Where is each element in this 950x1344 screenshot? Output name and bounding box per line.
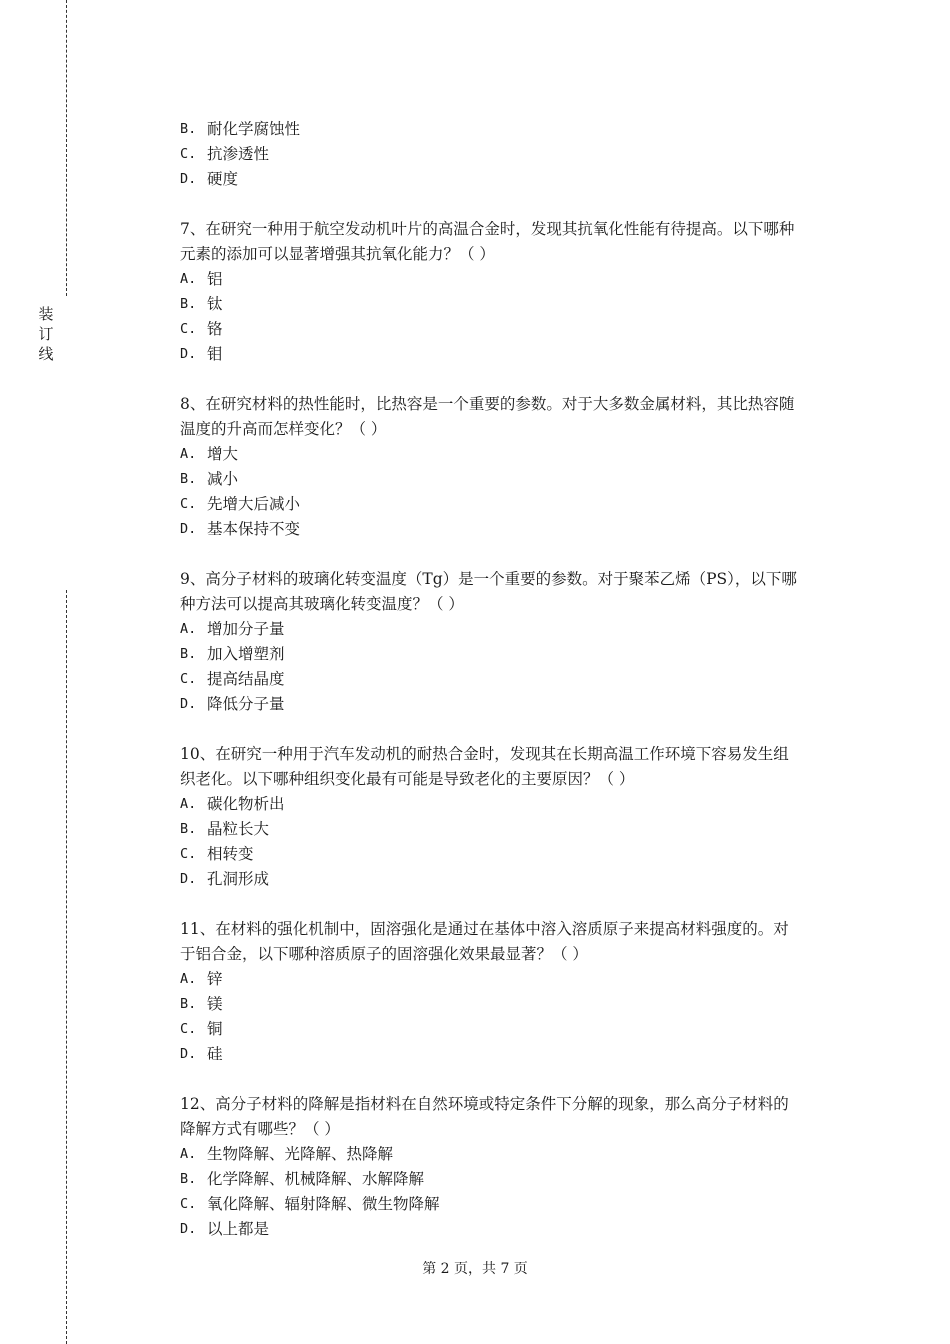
option: [180, 792, 840, 817]
option-text: 生物降解、光降解、热降解: [207, 1145, 394, 1163]
option-letter: C.: [180, 1196, 197, 1212]
option: [180, 1217, 840, 1242]
option-letter: A.: [180, 621, 197, 637]
binding-label-char: 装: [38, 305, 54, 323]
option-letter: D.: [180, 1221, 197, 1237]
option: [180, 617, 840, 642]
binding-label-char: 订: [38, 325, 54, 343]
question-stem-line: 7、在研究一种用于航空发动机叶片的高温合金时，发现其抗氧化性能有待提高。以下哪种: [180, 220, 795, 238]
option-letter: B.: [180, 296, 197, 312]
option-letter: D.: [180, 346, 197, 362]
option-text: 减小: [207, 470, 239, 488]
question-stem-line: 降解方式有哪些？（ ）: [180, 1120, 340, 1138]
option-letter: D.: [180, 521, 197, 537]
option-letter: D.: [180, 871, 197, 887]
question-stem-line: 温度的升高而怎样变化？（ ）: [180, 420, 387, 438]
option-letter: C.: [180, 146, 197, 162]
option-letter: C.: [180, 321, 197, 337]
option-letter: D.: [180, 1046, 197, 1062]
option-text: 加入增塑剂: [207, 645, 285, 663]
option-text: 铝: [207, 270, 223, 288]
option: [180, 1167, 840, 1192]
option-text: 硅: [207, 1045, 223, 1063]
question-stem-line: 8、在研究材料的热性能时，比热容是一个重要的参数。对于大多数金属材料，其比热容随: [180, 395, 795, 413]
option: [180, 292, 840, 317]
question-11: [180, 917, 840, 1067]
option: [180, 517, 840, 542]
exam-content: [180, 117, 840, 1242]
question-stem-line: 元素的添加可以显著增强其抗氧化能力？（ ）: [180, 245, 495, 263]
option: [180, 817, 840, 842]
question-10: [180, 742, 840, 892]
option-text: 锌: [207, 970, 223, 988]
binding-label-char: 线: [38, 345, 54, 363]
option-text: 铜: [207, 1020, 223, 1038]
option: [180, 1142, 840, 1167]
question-7: [180, 217, 840, 367]
option: [180, 492, 840, 517]
option: [180, 142, 840, 167]
option: [180, 1192, 840, 1217]
option: [180, 117, 840, 142]
option-text: 提高结晶度: [207, 670, 285, 688]
option-letter: C.: [180, 496, 197, 512]
option-letter: B.: [180, 821, 197, 837]
option: [180, 642, 840, 667]
option: [180, 967, 840, 992]
option: [180, 992, 840, 1017]
option: [180, 317, 840, 342]
question-stem-line: 11、在材料的强化机制中，固溶强化是通过在基体中溶入溶质原子来提高材料强度的。对: [180, 920, 789, 938]
question-stem-line: 12、高分子材料的降解是指材料在自然环境或特定条件下分解的现象，那么高分子材料的: [180, 1095, 789, 1113]
option: [180, 1017, 840, 1042]
option-text: 镁: [207, 995, 223, 1013]
option-letter: A.: [180, 1146, 197, 1162]
option-letter: A.: [180, 796, 197, 812]
option-letter: B.: [180, 646, 197, 662]
option: [180, 667, 840, 692]
question-12: [180, 1092, 840, 1242]
option-text: 增大: [207, 445, 239, 463]
option-text: 钼: [207, 345, 223, 363]
option: [180, 842, 840, 867]
option-text: 硬度: [207, 170, 239, 188]
option-letter: A.: [180, 971, 197, 987]
option-letter: A.: [180, 271, 197, 287]
option-text: 铬: [207, 320, 223, 338]
option: [180, 867, 840, 892]
option-letter: C.: [180, 671, 197, 687]
option-text: 抗渗透性: [207, 145, 270, 163]
binding-line-label: [36, 304, 56, 364]
option: [180, 167, 840, 192]
option-letter: B.: [180, 471, 197, 487]
option-letter: B.: [180, 1171, 197, 1187]
option-text: 以上都是: [207, 1220, 270, 1238]
binding-dashed-line-top: [66, 0, 67, 296]
option-letter: B.: [180, 121, 197, 137]
question-stem-line: 9、高分子材料的玻璃化转变温度（Tg）是一个重要的参数。对于聚苯乙烯（PS），以下哪: [180, 570, 797, 588]
option-letter: D.: [180, 171, 197, 187]
question-8: [180, 392, 840, 542]
option-text: 增加分子量: [207, 620, 285, 638]
binding-dashed-line-bottom: [66, 590, 67, 1344]
option: [180, 342, 840, 367]
option-text: 先增大后减小: [207, 495, 301, 513]
option: [180, 692, 840, 717]
option-text: 相转变: [207, 845, 254, 863]
option-text: 孔洞形成: [207, 870, 270, 888]
option-letter: C.: [180, 1021, 197, 1037]
option: [180, 467, 840, 492]
question-9: [180, 567, 840, 717]
question-stem-line: 种方法可以提高其玻璃化转变温度？（ ）: [180, 595, 464, 613]
option-text: 氧化降解、辐射降解、微生物降解: [207, 1195, 440, 1213]
page-footer: 第 2 页，共 7 页: [422, 1261, 528, 1277]
option-text: 耐化学腐蚀性: [207, 120, 301, 138]
option-letter: D.: [180, 696, 197, 712]
option-text: 化学降解、机械降解、水解降解: [207, 1170, 425, 1188]
option-text: 降低分子量: [207, 695, 285, 713]
option-letter: A.: [180, 446, 197, 462]
question-stem-line: 织老化。以下哪种组织变化最有可能是导致老化的主要原因？（ ）: [180, 770, 635, 788]
question-stem-line: 10、在研究一种用于汽车发动机的耐热合金时，发现其在长期高温工作环境下容易发生组: [180, 745, 789, 763]
option: [180, 267, 840, 292]
option: [180, 1042, 840, 1067]
leading-options: [180, 117, 840, 192]
option-letter: C.: [180, 846, 197, 862]
question-stem-line: 于铝合金，以下哪种溶质原子的固溶强化效果最显著？（ ）: [180, 945, 588, 963]
option-letter: B.: [180, 996, 197, 1012]
option: [180, 442, 840, 467]
option-text: 钛: [207, 295, 223, 313]
option-text: 晶粒长大: [207, 820, 270, 838]
option-text: 基本保持不变: [207, 520, 301, 538]
option-text: 碳化物析出: [207, 795, 285, 813]
